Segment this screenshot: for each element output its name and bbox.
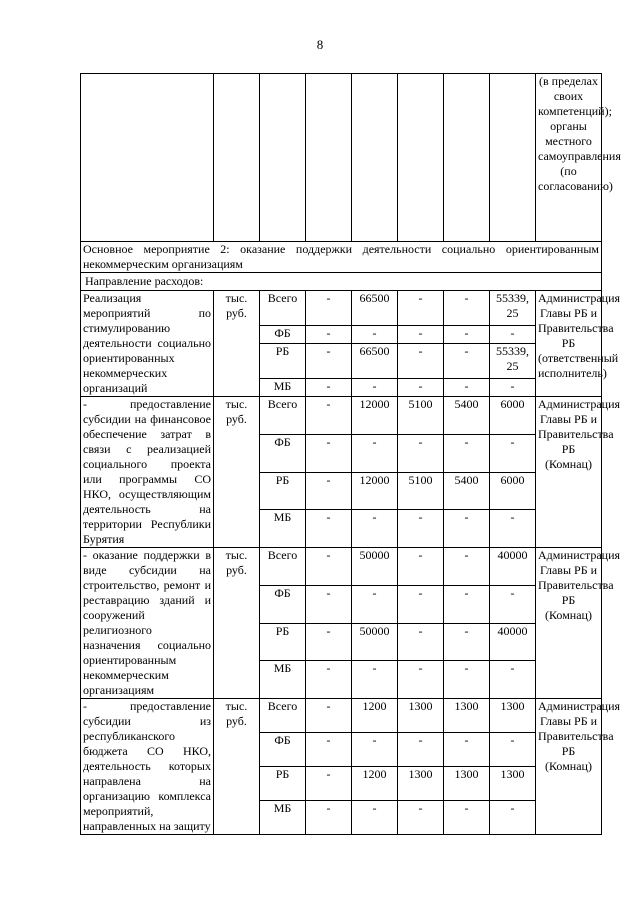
funding-source: МБ: [260, 801, 306, 835]
executor-cell: (в пределах своих компетенций); органы местного самоуправления (по согласованию): [536, 74, 602, 242]
table-row: [81, 291, 602, 326]
value-cell: -: [306, 767, 352, 801]
funding-source: ФБ: [260, 585, 306, 623]
value-cell: 55339, 25: [490, 343, 536, 378]
value-cell: 66500: [352, 343, 398, 378]
value-cell: -: [306, 378, 352, 396]
value-cell: -: [490, 378, 536, 396]
item-description: Реализация мероприятий по стимулированию деятельности социально ориентированных некоммерческих организаций: [81, 291, 214, 397]
value-cell: -: [444, 623, 490, 661]
value-cell: -: [490, 733, 536, 767]
value-cell: -: [352, 733, 398, 767]
value-cell: 1200: [352, 767, 398, 801]
executor-cell: Администрация Главы РБ и Правительства РБ (ответственный исполнитель): [536, 291, 602, 397]
item-description: - оказание поддержки в виде субсидии на строительство, ремонт и реставрацию зданий и сооружений религиозного назначения социально ориентированным некоммерческим организациям: [81, 548, 214, 699]
value-cell: -: [352, 661, 398, 699]
value-cell: -: [444, 325, 490, 343]
value-cell: -: [444, 585, 490, 623]
value-cell: -: [352, 434, 398, 472]
value-cell: -: [306, 699, 352, 733]
value-cell: -: [352, 325, 398, 343]
value-cell: 1300: [490, 699, 536, 733]
funding-source: РБ: [260, 623, 306, 661]
value-cell: -: [306, 585, 352, 623]
table-row: [81, 74, 602, 242]
value-cell: -: [398, 801, 444, 835]
funding-source: РБ: [260, 343, 306, 378]
executor-cell: Администрация Главы РБ и Правительства РБ (Комнац): [536, 397, 602, 548]
table-row: [81, 548, 602, 586]
expense-direction: Направление расходов:: [81, 273, 602, 291]
value-cell: -: [444, 661, 490, 699]
value-cell: 12000: [352, 397, 398, 435]
value-cell: 5400: [444, 472, 490, 510]
value-cell: -: [490, 510, 536, 548]
item-description: - предоставление субсидии из республиканского бюджета СО НКО, деятельность которых направлена на организацию комплекса мероприятий, направленных на защиту: [81, 699, 214, 835]
value-cell: -: [444, 801, 490, 835]
value-cell: -: [306, 661, 352, 699]
value-cell: -: [490, 801, 536, 835]
value-cell: -: [398, 434, 444, 472]
value-cell: -: [306, 291, 352, 326]
value-cell: 66500: [352, 291, 398, 326]
value-cell: -: [352, 510, 398, 548]
value-cell: -: [398, 733, 444, 767]
value-cell: 1300: [444, 699, 490, 733]
value-cell: 5100: [398, 397, 444, 435]
value-cell: 5400: [444, 397, 490, 435]
funding-source: РБ: [260, 767, 306, 801]
value-cell: -: [306, 325, 352, 343]
executor-cell: Администрация Главы РБ и Правительства РБ (Комнац): [536, 548, 602, 699]
funding-source: ФБ: [260, 434, 306, 472]
value-cell: -: [444, 434, 490, 472]
value-cell: -: [398, 510, 444, 548]
value-cell: 55339, 25: [490, 291, 536, 326]
value-cell: -: [306, 733, 352, 767]
page-number: 8: [316, 37, 324, 52]
value-cell: 40000: [490, 623, 536, 661]
unit-cell: тыс. руб.: [214, 548, 260, 699]
unit-cell: тыс. руб.: [214, 397, 260, 548]
value-cell: -: [490, 585, 536, 623]
value-cell: 50000: [352, 548, 398, 586]
value-cell: -: [490, 325, 536, 343]
value-cell: -: [306, 548, 352, 586]
table-row: [81, 397, 602, 435]
value-cell: -: [398, 291, 444, 326]
value-cell: 6000: [490, 397, 536, 435]
value-cell: -: [352, 801, 398, 835]
value-cell: 1200: [352, 699, 398, 733]
section-row: [81, 242, 602, 273]
funding-source: МБ: [260, 510, 306, 548]
value-cell: -: [398, 343, 444, 378]
value-cell: 1300: [398, 767, 444, 801]
value-cell: -: [398, 548, 444, 586]
item-description: - предоставление субсидии на финансовое обеспечение затрат в связи с реализацией социального проекта или программы СО НКО, осуществляющим деятельность на территории Республики Бурятия: [81, 397, 214, 548]
value-cell: -: [398, 325, 444, 343]
value-cell: -: [398, 623, 444, 661]
funding-source: РБ: [260, 472, 306, 510]
table-row: [81, 699, 602, 733]
funding-source: ФБ: [260, 325, 306, 343]
funding-source: МБ: [260, 378, 306, 396]
value-cell: -: [444, 343, 490, 378]
value-cell: -: [490, 661, 536, 699]
value-cell: -: [398, 378, 444, 396]
value-cell: 1300: [398, 699, 444, 733]
value-cell: -: [444, 291, 490, 326]
value-cell: -: [444, 733, 490, 767]
value-cell: -: [444, 378, 490, 396]
section-row: [81, 273, 602, 291]
value-cell: -: [306, 343, 352, 378]
value-cell: -: [306, 397, 352, 435]
unit-cell: тыс. руб.: [214, 699, 260, 835]
value-cell: -: [444, 548, 490, 586]
unit-cell: тыс. руб.: [214, 291, 260, 397]
value-cell: -: [444, 510, 490, 548]
value-cell: -: [306, 434, 352, 472]
value-cell: -: [306, 801, 352, 835]
value-cell: -: [352, 585, 398, 623]
value-cell: -: [398, 661, 444, 699]
value-cell: -: [398, 585, 444, 623]
value-cell: -: [352, 378, 398, 396]
funding-source: Всего: [260, 699, 306, 733]
funding-source: ФБ: [260, 733, 306, 767]
value-cell: 12000: [352, 472, 398, 510]
funding-source: Всего: [260, 548, 306, 586]
executor-cell: Администрация Главы РБ и Правительства РБ (Комнац): [536, 699, 602, 835]
funding-source: Всего: [260, 397, 306, 435]
main-event-heading: Основное мероприятие 2: оказание поддержки деятельности социально ориентированным некоммерческим организациям: [81, 242, 602, 273]
program-table: [80, 73, 621, 835]
funding-source: МБ: [260, 661, 306, 699]
value-cell: 1300: [444, 767, 490, 801]
value-cell: 5100: [398, 472, 444, 510]
funding-source: Всего: [260, 291, 306, 326]
value-cell: 40000: [490, 548, 536, 586]
value-cell: -: [306, 623, 352, 661]
value-cell: 6000: [490, 472, 536, 510]
value-cell: 50000: [352, 623, 398, 661]
value-cell: 1300: [490, 767, 536, 801]
value-cell: -: [306, 510, 352, 548]
value-cell: -: [490, 434, 536, 472]
value-cell: -: [306, 472, 352, 510]
